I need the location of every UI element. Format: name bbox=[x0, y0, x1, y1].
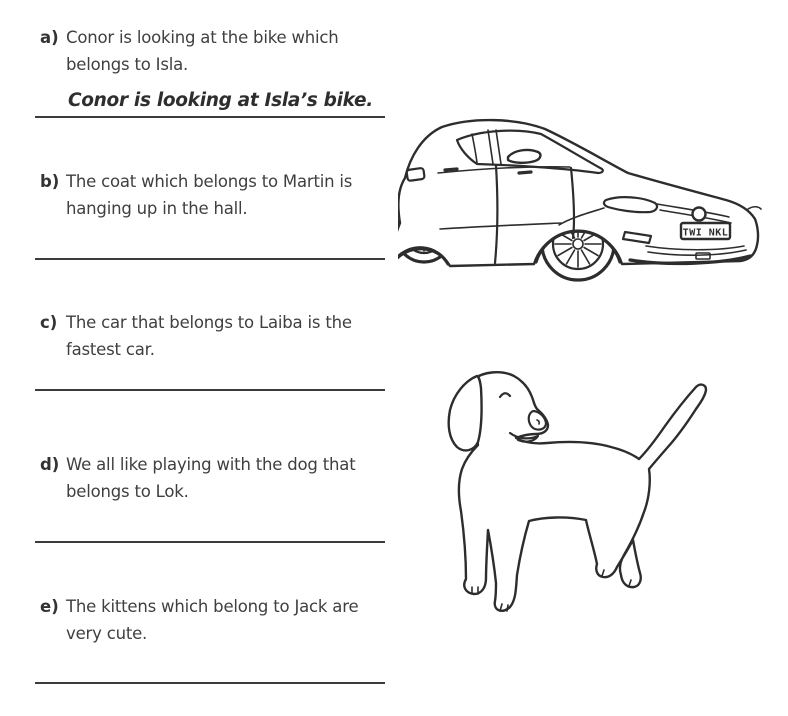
car-right-headlight-edge bbox=[748, 207, 761, 209]
car-badge bbox=[693, 208, 706, 221]
question-c bbox=[40, 309, 352, 363]
answer-line-b[interactable] bbox=[35, 258, 385, 260]
answer-line-e[interactable] bbox=[35, 682, 385, 684]
dog-illustration bbox=[420, 368, 772, 620]
question-label: c) bbox=[40, 313, 58, 332]
question-d bbox=[40, 451, 355, 505]
question-text bbox=[66, 309, 352, 363]
dog-ear bbox=[449, 376, 482, 450]
question-text-line: belongs to Isla. bbox=[66, 55, 189, 74]
question-text-line: Conor is looking at the bike which bbox=[66, 28, 339, 47]
question-a bbox=[40, 24, 339, 78]
question-text-line: We all like playing with the dog that bbox=[66, 455, 356, 474]
answer-line-c[interactable] bbox=[35, 389, 385, 391]
answer-text-a: Conor is looking at Isla’s bike. bbox=[68, 90, 373, 111]
question-text bbox=[66, 593, 358, 647]
answer-line-a[interactable] bbox=[35, 116, 385, 118]
question-text-line: The car that belongs to Laiba is the bbox=[66, 313, 352, 332]
answer-line-d[interactable] bbox=[35, 541, 385, 543]
question-text-line: belongs to Lok. bbox=[66, 482, 189, 501]
license-plate-text: TWI NKL bbox=[682, 227, 729, 239]
question-text-line: hanging up in the hall. bbox=[66, 199, 248, 218]
question-text-line: very cute. bbox=[66, 624, 148, 643]
question-e bbox=[40, 593, 358, 647]
car-side-mirror bbox=[508, 150, 540, 163]
question-text-line: The coat which belongs to Martin is bbox=[66, 172, 353, 191]
car-body-outline bbox=[398, 120, 758, 266]
question-text bbox=[66, 24, 339, 78]
question-label: e) bbox=[40, 597, 59, 616]
dog-body-outline bbox=[459, 372, 706, 611]
question-text-line: fastest car. bbox=[66, 340, 155, 359]
question-b bbox=[40, 168, 352, 222]
question-text bbox=[66, 168, 352, 222]
question-label: a) bbox=[40, 28, 59, 47]
question-text bbox=[66, 451, 355, 505]
car-illustration bbox=[398, 113, 788, 283]
question-label: b) bbox=[40, 172, 60, 191]
question-label: d) bbox=[40, 455, 60, 474]
question-text-line: The kittens which belong to Jack are bbox=[66, 597, 359, 616]
